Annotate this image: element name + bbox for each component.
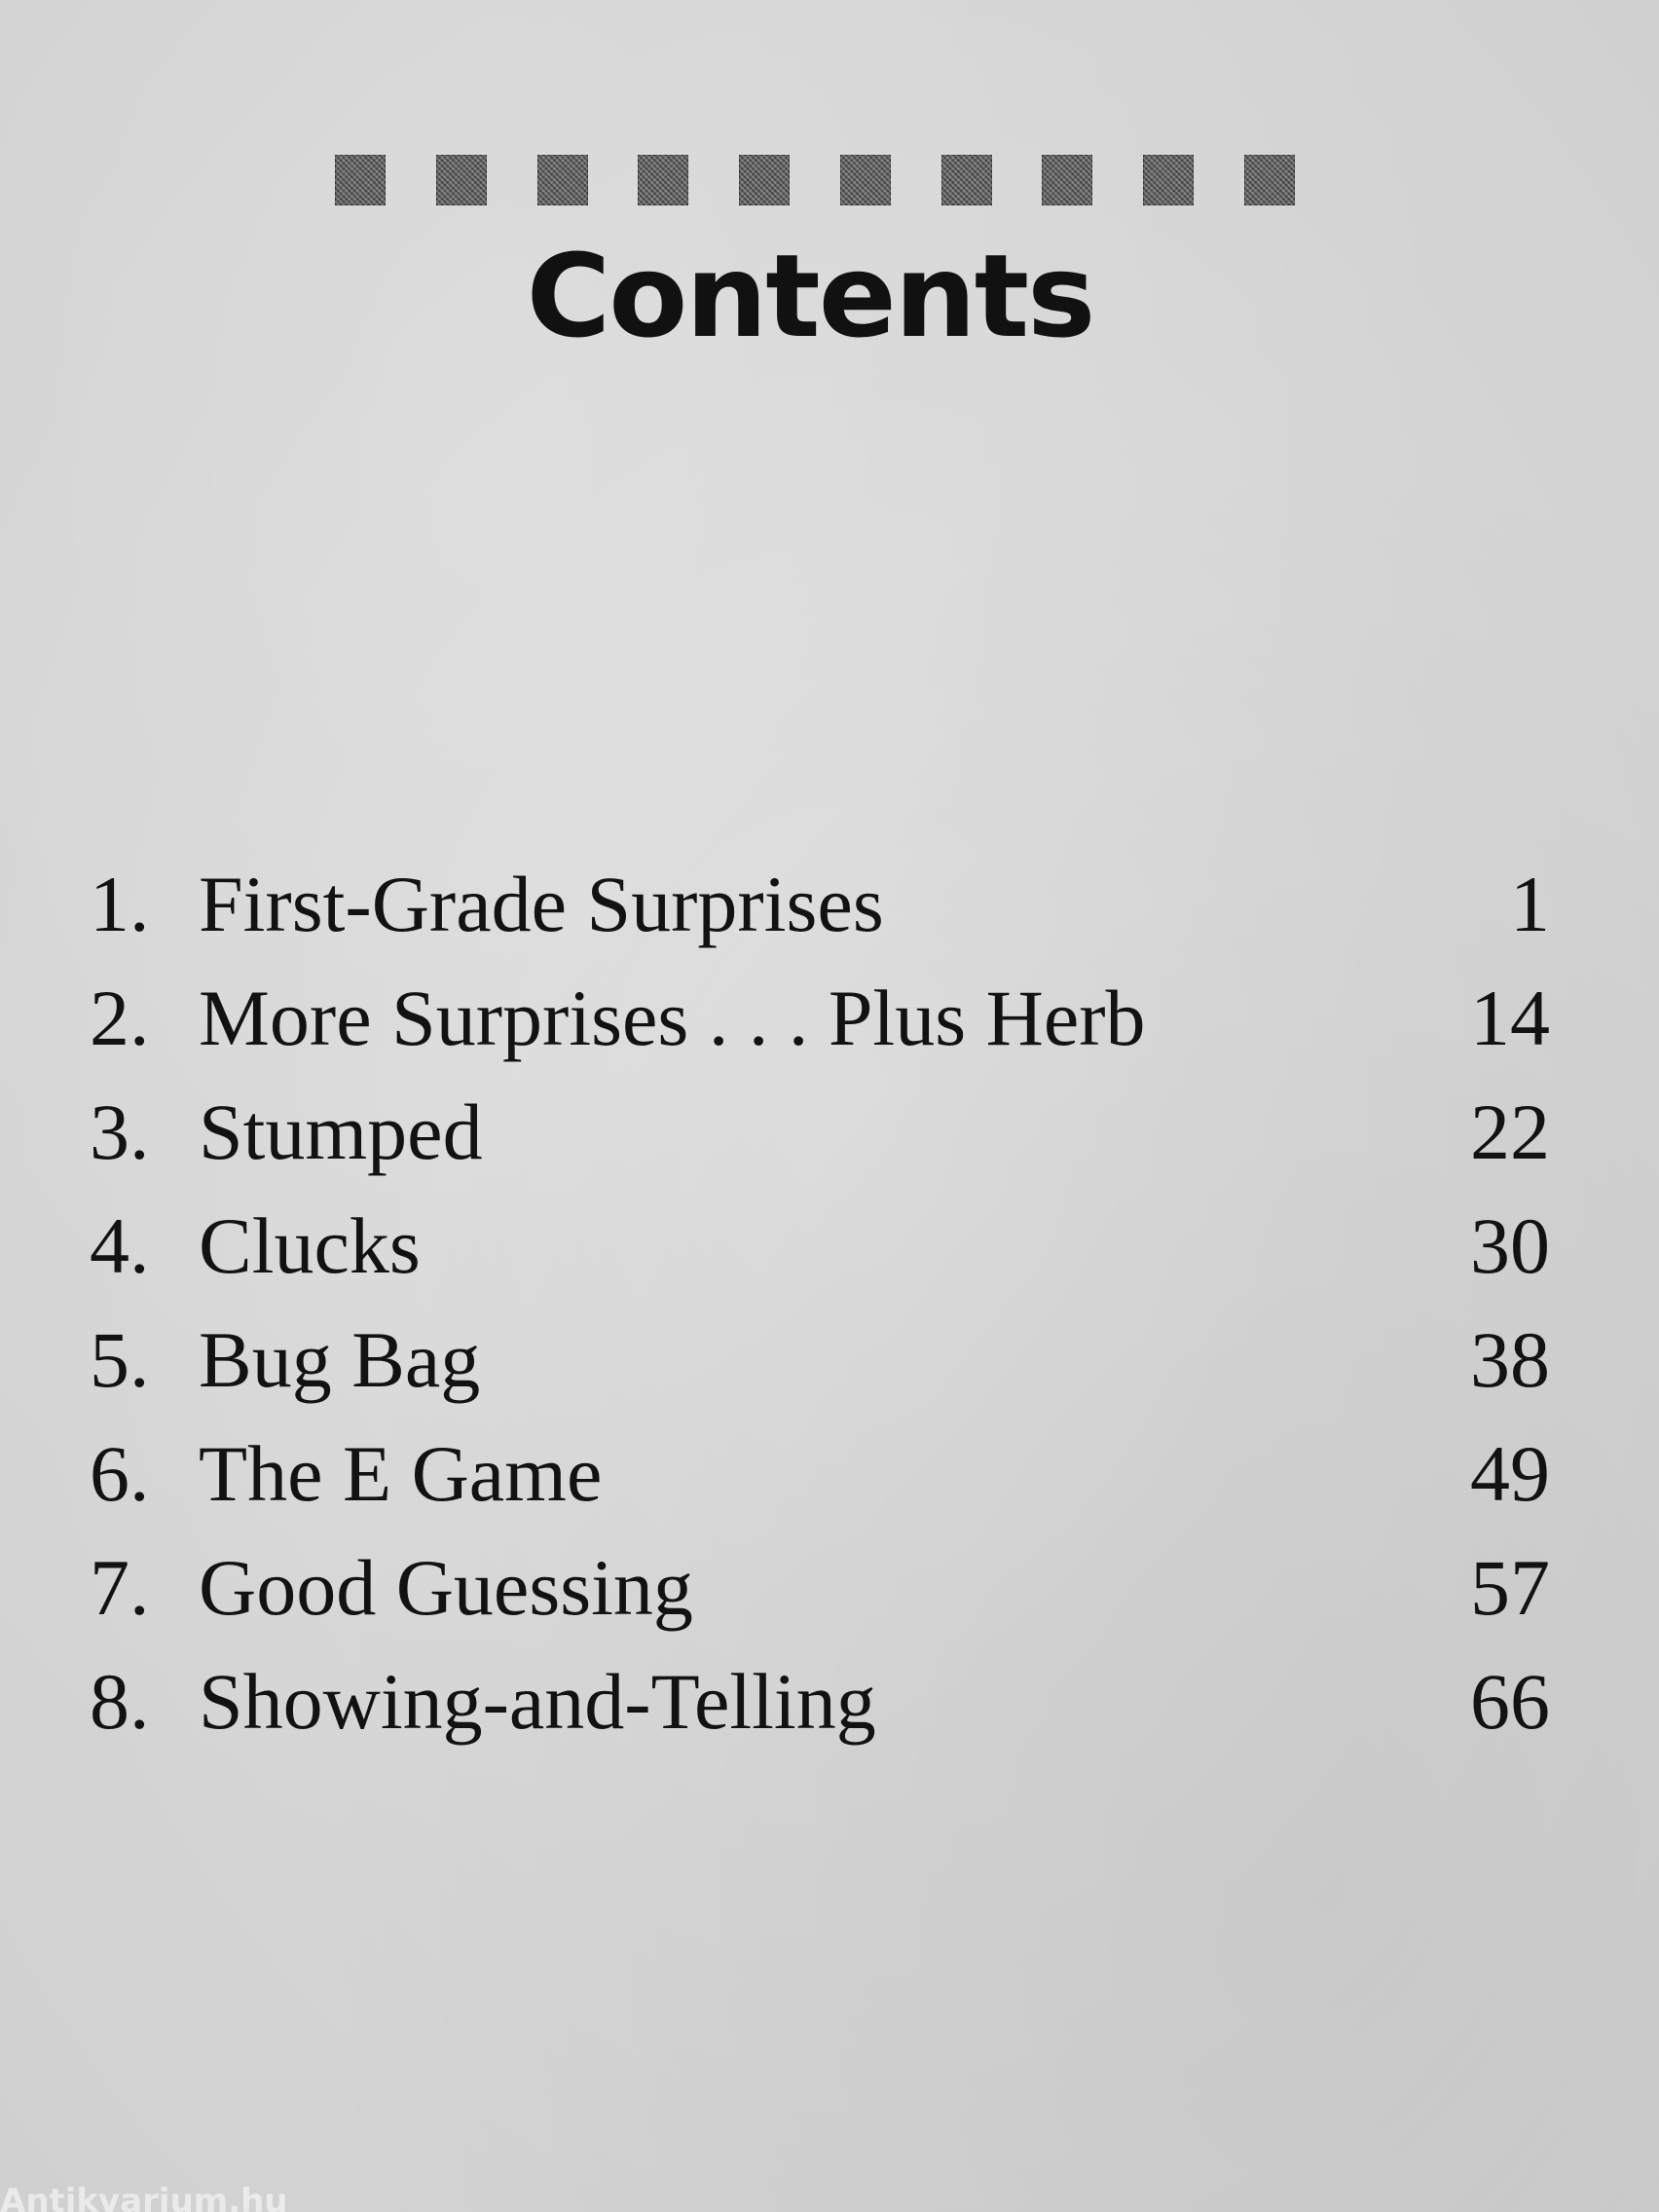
toc-entry bbox=[90, 1075, 1550, 1189]
chapter-title: Stumped bbox=[199, 1088, 483, 1176]
checkered-square-icon bbox=[537, 155, 588, 205]
checkered-square-icon bbox=[335, 155, 386, 205]
checkered-square-icon bbox=[1143, 155, 1194, 205]
chapter-title: Good Guessing bbox=[199, 1543, 693, 1632]
table-of-contents bbox=[90, 847, 1550, 1758]
chapter-number: 7. bbox=[90, 1543, 150, 1632]
checkered-square-icon bbox=[1244, 155, 1295, 205]
page-title: Contents bbox=[526, 229, 1094, 363]
page-number: 49 bbox=[1470, 1429, 1550, 1518]
toc-entry bbox=[90, 1530, 1550, 1644]
page-number: 22 bbox=[1470, 1088, 1550, 1176]
checkered-square-icon bbox=[1042, 155, 1092, 205]
chapter-number: 1. bbox=[90, 860, 150, 948]
checkered-square-icon bbox=[840, 155, 891, 205]
page-number: 66 bbox=[1470, 1657, 1550, 1746]
chapter-number: 2. bbox=[90, 974, 150, 1062]
chapter-number: 4. bbox=[90, 1201, 150, 1290]
chapter-title: The E Game bbox=[199, 1429, 603, 1518]
page-number: 38 bbox=[1470, 1315, 1550, 1404]
chapter-title: Clucks bbox=[199, 1201, 421, 1290]
checkered-square-icon bbox=[436, 155, 487, 205]
chapter-title: First-Grade Surprises bbox=[199, 860, 884, 948]
toc-entry bbox=[90, 961, 1550, 1075]
chapter-number: 8. bbox=[90, 1657, 150, 1746]
watermark: Antikvarium.hu bbox=[0, 2182, 288, 2212]
toc-entry bbox=[90, 1644, 1550, 1758]
ornament-row bbox=[335, 148, 1295, 212]
checkered-square-icon bbox=[739, 155, 790, 205]
chapter-title: Showing-and-Telling bbox=[199, 1657, 876, 1746]
toc-entry bbox=[90, 1417, 1550, 1530]
page-number: 30 bbox=[1470, 1201, 1550, 1290]
chapter-title: Bug Bag bbox=[199, 1315, 481, 1404]
toc-entry bbox=[90, 1303, 1550, 1417]
chapter-number: 5. bbox=[90, 1315, 150, 1404]
toc-entry bbox=[90, 847, 1550, 961]
page-number: 1 bbox=[1510, 860, 1550, 948]
chapter-title: More Surprises . . . Plus Herb bbox=[199, 974, 1146, 1062]
checkered-square-icon bbox=[941, 155, 992, 205]
chapter-number: 6. bbox=[90, 1429, 150, 1518]
chapter-number: 3. bbox=[90, 1088, 150, 1176]
page-number: 57 bbox=[1470, 1543, 1550, 1632]
page-number: 14 bbox=[1470, 974, 1550, 1062]
checkered-square-icon bbox=[638, 155, 688, 205]
toc-entry bbox=[90, 1189, 1550, 1303]
